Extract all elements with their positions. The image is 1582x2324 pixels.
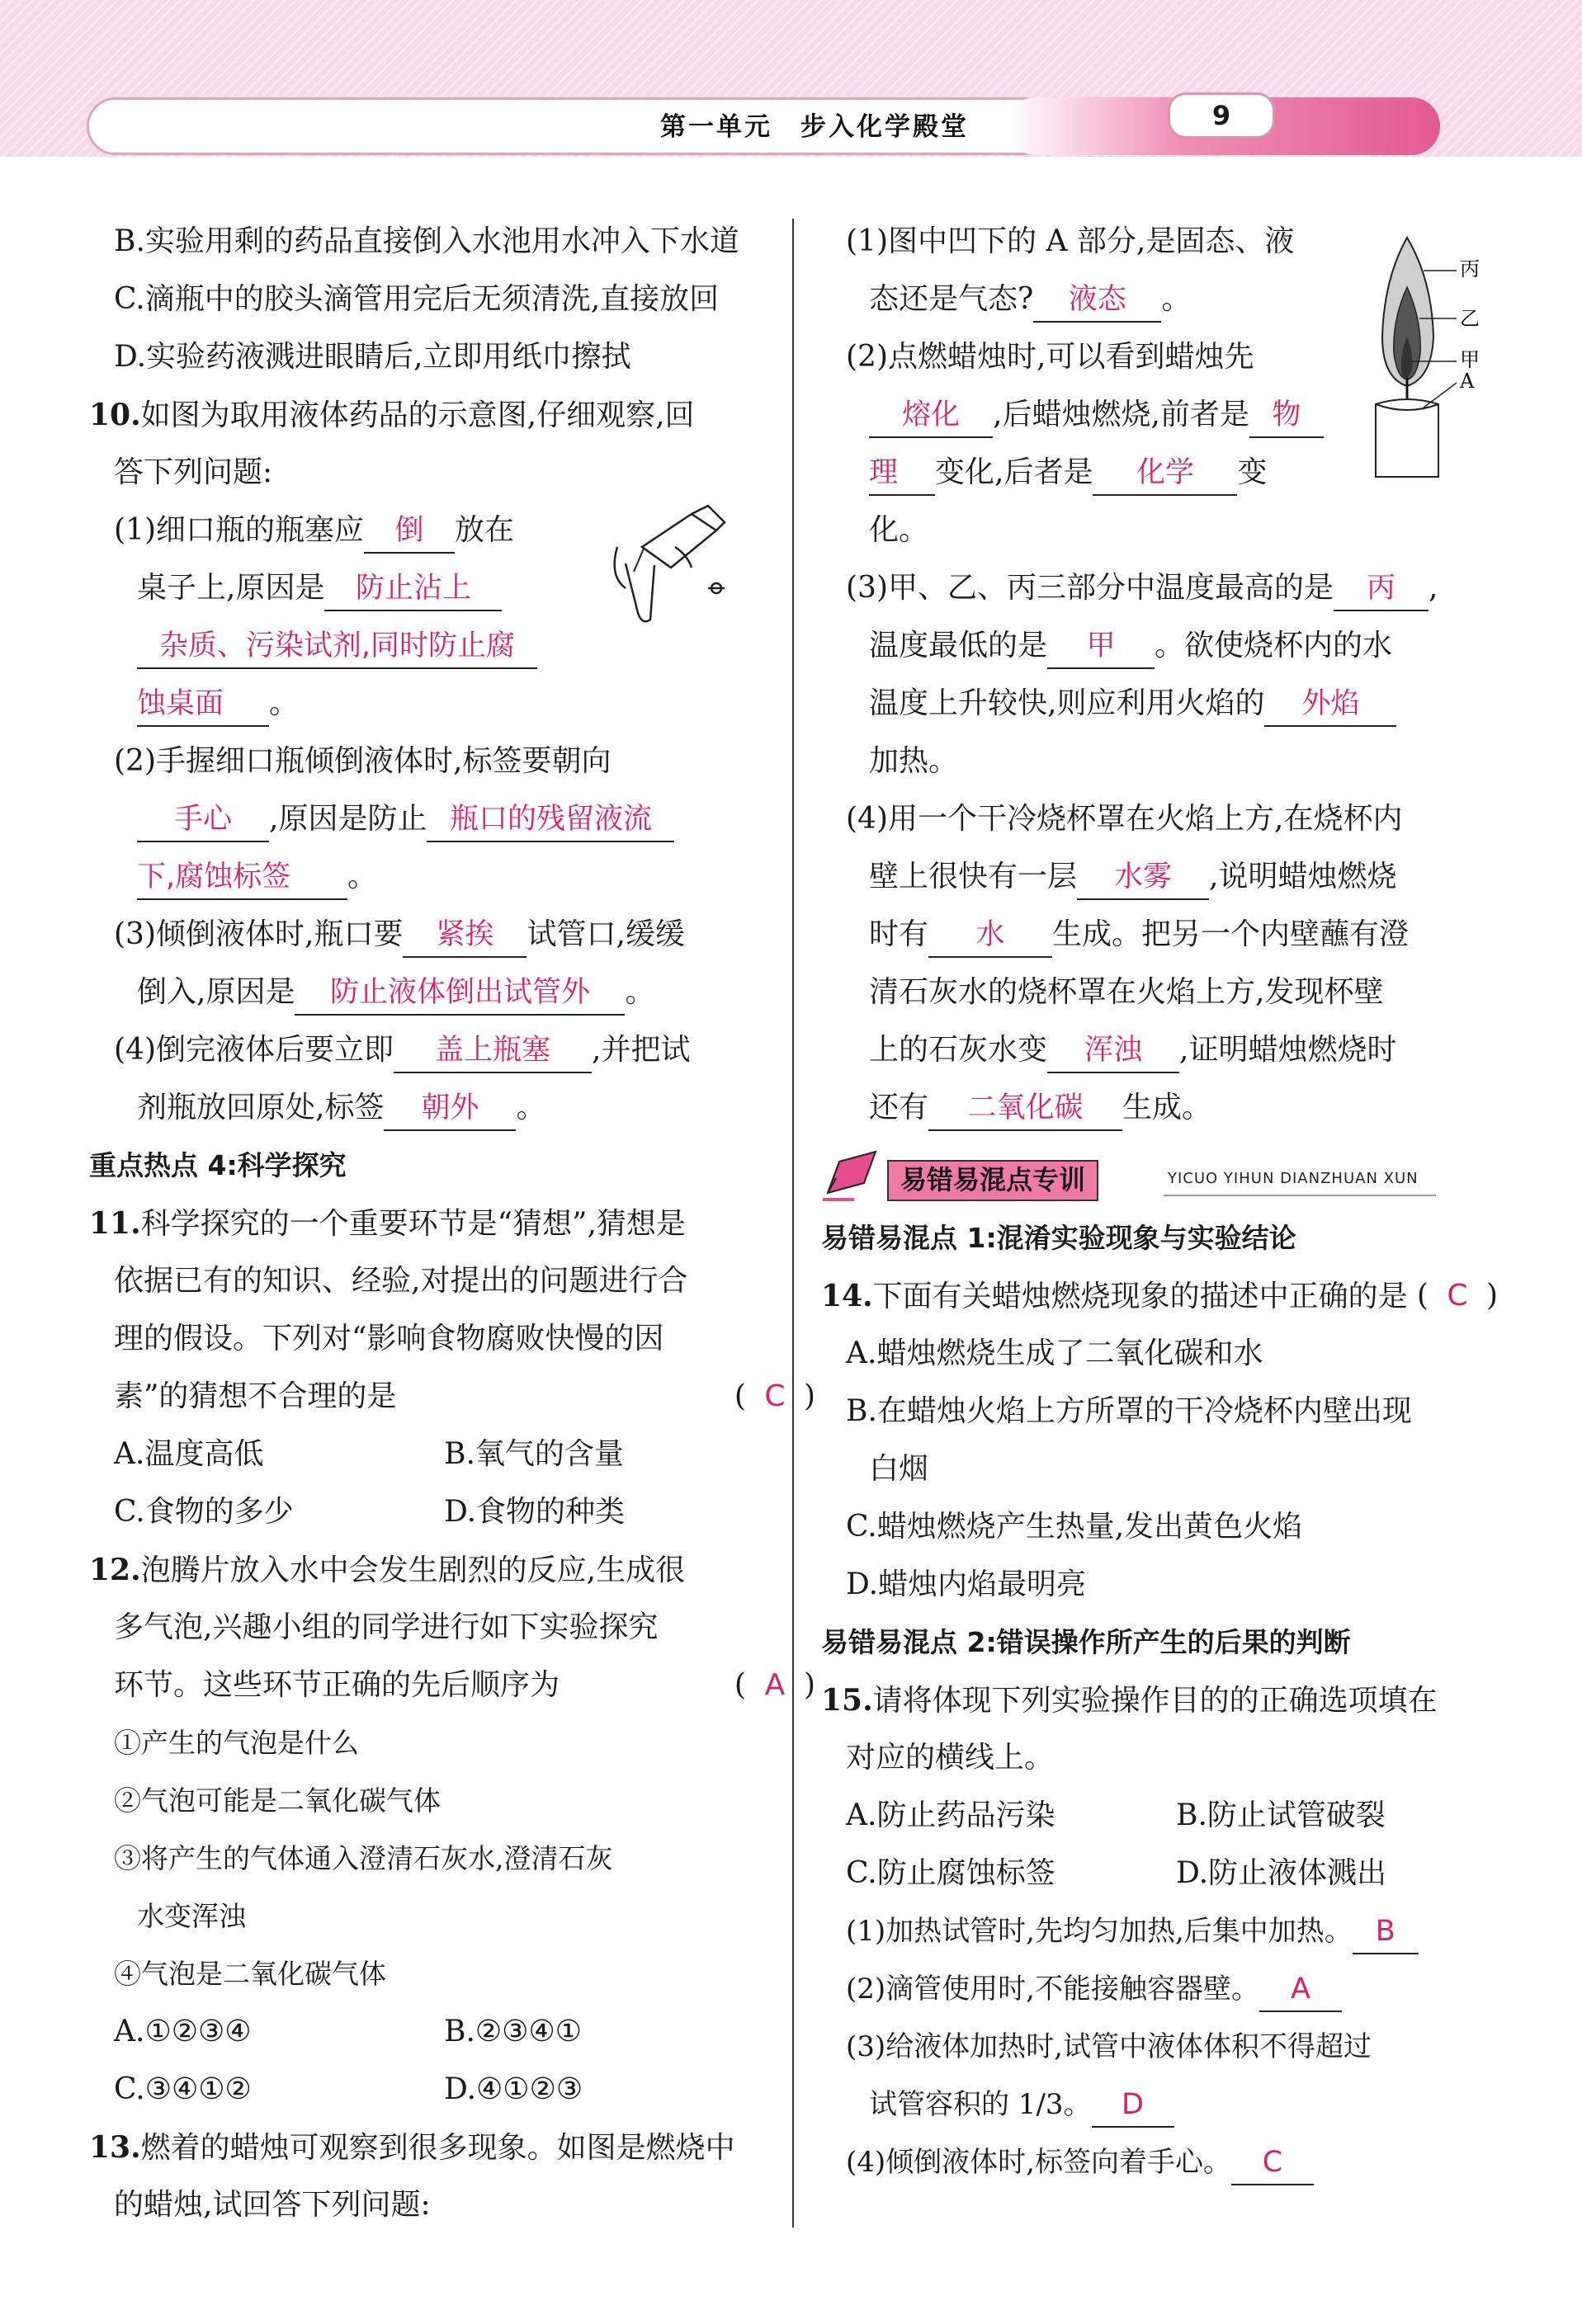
answer-blank: 紧挨 bbox=[403, 913, 527, 958]
q12-step-3: ③将产生的气体通入澄清石灰水,澄清石灰 bbox=[114, 1842, 613, 1874]
q13-stem: 13.燃着的蜡烛可观察到很多现象。如图是燃烧中 bbox=[89, 2130, 735, 2165]
q10-part4: (4)倒完液体后要立即 盖上瓶塞 ,并把试 bbox=[89, 1021, 815, 1079]
q13-part2-cont: 熔化 ,后蜡烛燃烧,前者是 物 bbox=[821, 386, 1498, 444]
q12-stem-3: 环节。这些环节正确的先后顺序为 ( A ) bbox=[89, 1657, 815, 1714]
q13-part3-end: 加热。 bbox=[869, 744, 959, 778]
q15-part2: (2)滴管使用时,不能接触容器壁。 A bbox=[821, 1960, 1498, 2018]
answer-blank: 蚀桌面 bbox=[137, 682, 269, 727]
q12-options-ab: A.①②③④ B.②③④① bbox=[114, 2015, 582, 2048]
q13-part4: (4)用一个干冷烧杯罩在火焰上方,在烧杯内 bbox=[846, 802, 1403, 836]
q10-part3: (3)倾倒液体时,瓶口要 紧挨 试管口,缓缓 bbox=[89, 906, 815, 964]
q10-part1-reason: 桌子上,原因是 防止沾上 bbox=[89, 559, 815, 617]
q11-options-ab: A.温度高低 B.氧气的含量 bbox=[114, 1437, 624, 1471]
q11-stem-4: 素”的猜想不合理的是 ( C ) bbox=[89, 1368, 815, 1426]
q15-stem-2: 对应的横线上。 bbox=[846, 1741, 1055, 1775]
q12-options-cd: C.③④①② D.④①②③ bbox=[114, 2072, 583, 2106]
q15-stem: 15.请将体现下列实验操作目的的正确选项填在 bbox=[821, 1683, 1438, 1718]
q14-option-b-cont: 白烟 bbox=[869, 1452, 929, 1486]
answer-blank: 杂质、污染试剂,同时防止腐 bbox=[137, 625, 537, 669]
answer-blank: 外焰 bbox=[1264, 682, 1396, 727]
q10-part2-answer-cont: 下,腐蚀标签 。 bbox=[89, 848, 815, 906]
q12-stem: 12.泡腾片放入水中会发生剧烈的反应,生成很 bbox=[89, 1553, 686, 1587]
q14-option-a: A.蜡烛燃烧生成了二氧化碳和水 bbox=[846, 1336, 1263, 1370]
right-column bbox=[821, 213, 1498, 2191]
section-banner bbox=[821, 1142, 1498, 1208]
q13-part2: (2)点燃蜡烛时,可以看到蜡烛先 bbox=[846, 340, 1254, 374]
q14-option-b: B.在蜡烛火焰上方所罩的干冷烧杯内壁出现 bbox=[846, 1394, 1412, 1428]
q9-option-b: B.实验用剩的药品直接倒入水池用水冲入下水道 bbox=[114, 224, 739, 258]
q15-part3: (3)给液体加热时,试管中液体体积不得超过 bbox=[846, 2030, 1372, 2063]
unit-title: 第一单元 步入化学殿堂 bbox=[660, 112, 969, 142]
q10-part1: (1)细口瓶的瓶塞应 倒 放在 bbox=[89, 502, 815, 559]
banner-title: 易错易混点专训 bbox=[887, 1160, 1098, 1201]
answer-blank: D bbox=[1092, 2083, 1174, 2128]
answer-blank: 液态 bbox=[1033, 278, 1161, 323]
answer-blank: 甲 bbox=[1047, 625, 1155, 669]
left-column bbox=[89, 213, 815, 2234]
answer-blank: 化学 bbox=[1093, 451, 1237, 496]
q13-part2-end: 化。 bbox=[869, 513, 929, 547]
page-number: 9 bbox=[1168, 92, 1275, 139]
q13-part4-cont: 壁上很快有一层 水雾 ,说明蜡烛燃烧 bbox=[821, 848, 1498, 906]
q15-part4: (4)倾倒液体时,标签向着手心。 C bbox=[821, 2133, 1498, 2191]
answer-blank: 水 bbox=[928, 913, 1052, 958]
pouring-liquid-illustration bbox=[593, 497, 733, 638]
q12-answer: ( A ) bbox=[734, 1668, 815, 1702]
answer-blank: 盖上瓶塞 bbox=[394, 1029, 592, 1073]
answer-blank: B bbox=[1353, 1910, 1419, 1954]
q11-stem: 11.科学探究的一个重要环节是“猜想”,猜想是 bbox=[89, 1206, 686, 1241]
q10-part4-cont: 剂瓶放回原处,标签 朝外 。 bbox=[89, 1079, 815, 1137]
q10-part1-reason-end: 蚀桌面 。 bbox=[89, 675, 815, 733]
q11-options-cd: C.食物的多少 D.食物的种类 bbox=[114, 1495, 626, 1529]
candle-label-a: A bbox=[1460, 370, 1475, 393]
answer-blank: C bbox=[1231, 2141, 1314, 2185]
candle-label-yi: 乙 bbox=[1460, 307, 1480, 330]
mix-heading-2: 易错易混点 2:错误操作所产生的后果的判断 bbox=[821, 1626, 1351, 1658]
answer-blank: 二氧化碳 bbox=[928, 1087, 1122, 1131]
candle-label-jia: 甲 bbox=[1460, 348, 1480, 371]
pencil-icon bbox=[821, 1145, 887, 1203]
candle-label-bing: 丙 bbox=[1460, 257, 1480, 280]
q10-part2-answer: 手心 ,原因是防止 瓶口的残留液流 bbox=[89, 790, 815, 848]
answer-blank: 熔化 bbox=[869, 394, 993, 438]
q13-part2-cont2: 理 变化,后者是 化学 变 bbox=[821, 444, 1498, 502]
q9-option-c: C.滴瓶中的胶头滴管用完后无须清洗,直接放回 bbox=[114, 282, 720, 316]
answer-blank: 物 bbox=[1249, 394, 1324, 438]
answer-blank: 防止液体倒出试管外 bbox=[295, 971, 625, 1016]
q12-step-4: ④气泡是二氧化碳气体 bbox=[114, 1958, 386, 1990]
q14-option-c: C.蜡烛燃烧产生热量,发出黄色火焰 bbox=[846, 1510, 1303, 1544]
q15-options-ab: A.防止药品污染 B.防止试管破裂 bbox=[846, 1798, 1386, 1832]
section-heading-4: 重点热点 4:科学探究 bbox=[89, 1149, 347, 1181]
q10-part3-reason: 倒入,原因是 防止液体倒出试管外 。 bbox=[89, 964, 815, 1021]
q13-part3-cont: 温度最低的是 甲 。欲使烧杯内的水 bbox=[821, 617, 1498, 675]
answer-blank: 丙 bbox=[1334, 567, 1429, 611]
answer-blank: 防止沾上 bbox=[324, 567, 502, 611]
banner-subtitle: YICUO YIHUN DIANZHUAN XUN bbox=[1168, 1170, 1419, 1187]
q12-step-3-cont: 水变浑浊 bbox=[137, 1900, 246, 1932]
answer-blank: 手心 bbox=[137, 798, 269, 842]
answer-blank: 浑浊 bbox=[1047, 1029, 1179, 1073]
q13-part3: (3)甲、乙、丙三部分中温度最高的是 丙 , bbox=[821, 559, 1498, 617]
q12-step-1: ①产生的气泡是什么 bbox=[114, 1727, 359, 1759]
q13-stem-2: 的蜡烛,试回答下列问题: bbox=[114, 2188, 431, 2222]
q10-part2: (2)手握细口瓶倾倒液体时,标签要朝向 bbox=[114, 744, 612, 778]
q15-part3-cont: 试管容积的 1/3。 D bbox=[821, 2076, 1498, 2133]
q11-stem-2: 依据已有的知识、经验,对提出的问题进行合 bbox=[114, 1264, 688, 1298]
answer-blank: A bbox=[1259, 1968, 1342, 2012]
q14-option-d: D.蜡烛内焰最明亮 bbox=[846, 1567, 1087, 1601]
q15-options-cd: C.防止腐蚀标签 D.防止液体溅出 bbox=[846, 1856, 1387, 1890]
q13-part4-cont2: 时有 水 生成。把另一个内壁蘸有澄 bbox=[821, 906, 1498, 964]
q14-answer: ( C ) bbox=[1416, 1279, 1498, 1313]
q10-stem: 10.如图为取用液体药品的示意图,仔细观察,回 bbox=[89, 398, 695, 432]
q13-part4-cont4: 上的石灰水变 浑浊 ,证明蜡烛燃烧时 bbox=[821, 1021, 1498, 1079]
answer-blank: 瓶口的残留液流 bbox=[427, 798, 674, 842]
q15-part1: (1)加热试管时,先均匀加热,后集中加热。 B bbox=[821, 1902, 1498, 1960]
answer-blank: 水雾 bbox=[1077, 856, 1209, 900]
q13-part3-cont2: 温度上升较快,则应利用火焰的 外焰 bbox=[821, 675, 1498, 733]
q13-part4-cont3: 清石灰水的烧杯罩在火焰上方,发现杯壁 bbox=[869, 975, 1384, 1009]
q9-option-d: D.实验药液溅进眼睛后,立即用纸巾擦拭 bbox=[114, 340, 631, 374]
q12-step-2: ②气泡可能是二氧化碳气体 bbox=[114, 1784, 441, 1817]
answer-blank: 朝外 bbox=[384, 1087, 516, 1131]
q13-part4-end: 还有 二氧化碳 生成。 bbox=[821, 1079, 1498, 1137]
answer-blank: 下,腐蚀标签 bbox=[137, 856, 347, 900]
mix-heading-1: 易错易混点 1:混淆实验现象与实验结论 bbox=[821, 1222, 1296, 1254]
q13-part1: (1)图中凹下的 A 部分,是固态、液 bbox=[846, 224, 1295, 258]
q10-stem-cont: 答下列问题: bbox=[114, 455, 273, 489]
q11-answer: ( C ) bbox=[734, 1379, 815, 1413]
answer-blank: 理 bbox=[869, 451, 935, 496]
banner-underline bbox=[1164, 1195, 1436, 1196]
q11-stem-3: 理的假设。下列对“影响食物腐败快慢的因 bbox=[114, 1322, 664, 1355]
q13-part1-cont: 态还是气态? 液态 。 bbox=[821, 271, 1498, 328]
q12-stem-2: 多气泡,兴趣小组的同学进行如下实验探究 bbox=[114, 1610, 659, 1644]
q14-stem: 14.下面有关蜡烛燃烧现象的描述中正确的是 ( C ) bbox=[821, 1267, 1498, 1325]
answer-blank: 倒 bbox=[364, 509, 455, 554]
